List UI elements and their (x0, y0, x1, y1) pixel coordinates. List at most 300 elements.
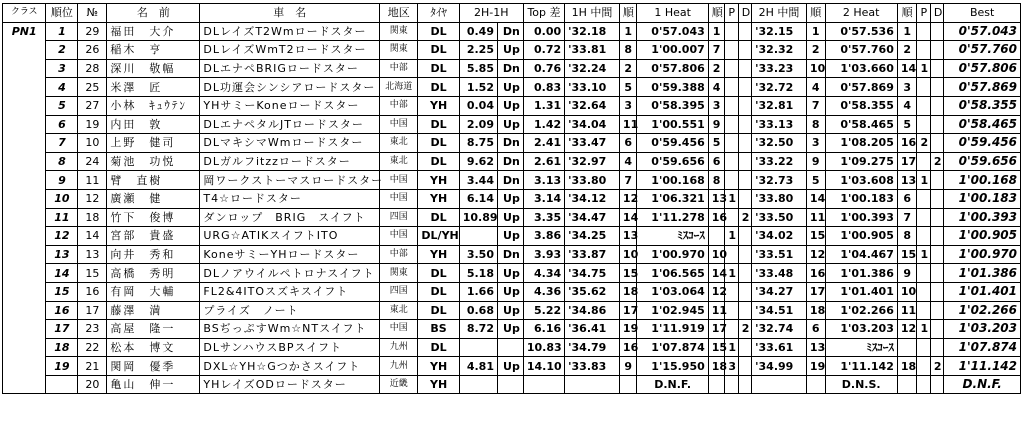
table-row (3, 357, 1021, 376)
diff-direction-cell: Up (497, 357, 523, 376)
h1-time-cell: 1'00.007 (637, 41, 708, 60)
h1-mid-rank-cell: 6 (619, 134, 637, 153)
h2-d-cell (930, 282, 943, 301)
h1-mid-rank-cell: 1 (619, 22, 637, 41)
h2-time-cell: 1'11.142 (825, 357, 897, 376)
driver-name-cell: 臂 直樹 (107, 171, 200, 190)
h2-mid-cell: '34.02 (752, 227, 807, 246)
number-cell: 11 (78, 171, 107, 190)
h1-penalty-cell (725, 375, 738, 394)
region-cell: 関東 (380, 264, 418, 283)
table-row (3, 375, 1021, 394)
diff-value-cell: 0.49 (459, 22, 497, 41)
h2-mid-rank-cell: 1 (806, 22, 825, 41)
h1-rank-cell: 15 (708, 338, 725, 357)
h2-rank-cell: 10 (897, 282, 917, 301)
number-cell: 12 (78, 189, 107, 208)
h1-penalty-cell (725, 59, 738, 78)
region-cell: 九州 (380, 338, 418, 357)
number-cell: 24 (78, 152, 107, 171)
h2-mid-cell: '34.27 (752, 282, 807, 301)
h2-d-cell (930, 115, 943, 134)
car-name-cell: 岡ワークストーマスロードスター (200, 171, 380, 190)
h2-time-cell: 0'58.355 (825, 96, 897, 115)
h1-d-cell (738, 78, 751, 97)
table-row (3, 301, 1021, 320)
tire-cell: BS (418, 320, 459, 339)
tire-cell: YH (418, 245, 459, 264)
diff-direction-cell: Dn (497, 134, 523, 153)
h1-mid-cell: '34.75 (565, 264, 620, 283)
table-row (3, 115, 1021, 134)
driver-name-cell: 廣瀬 健 (107, 189, 200, 208)
h2-penalty-cell: 1 (917, 320, 930, 339)
h2-time-cell: 1'08.205 (825, 134, 897, 153)
h2-mid-cell: '33.61 (752, 338, 807, 357)
header-name: 名 前 (107, 4, 200, 23)
h1-d-cell (738, 189, 751, 208)
driver-name-cell: 稲木 亨 (107, 41, 200, 60)
top-diff-cell: 6.16 (523, 320, 564, 339)
driver-name-cell: 内田 敦 (107, 115, 200, 134)
diff-direction-cell: Up (497, 78, 523, 97)
region-cell: 四国 (380, 208, 418, 227)
h1-time-cell: 1'06.321 (637, 189, 708, 208)
h1-mid-cell: '33.87 (565, 245, 620, 264)
h2-mid-cell: '33.22 (752, 152, 807, 171)
h2-mid-rank-cell: 13 (806, 338, 825, 357)
diff-value-cell: 8.72 (459, 320, 497, 339)
diff-value-cell: 5.18 (459, 264, 497, 283)
h1-mid-cell: '35.62 (565, 282, 620, 301)
number-cell: 19 (78, 115, 107, 134)
header-h2-mid-rank: 順 (806, 4, 825, 23)
h1-mid-rank-cell: 12 (619, 189, 637, 208)
best-time-cell: 0'57.806 (944, 59, 1021, 78)
header-h2-d: D (930, 4, 943, 23)
h2-penalty-cell (917, 357, 930, 376)
car-name-cell: DLガルフitzzロードスター (200, 152, 380, 171)
position-cell: 6 (46, 115, 78, 134)
h1-time-cell: ﾐｽｺｰｽ (637, 227, 708, 246)
position-cell: 13 (46, 245, 78, 264)
h1-time-cell: D.N.F. (637, 375, 708, 394)
region-cell: 中国 (380, 115, 418, 134)
header-h1-p: P (725, 4, 738, 23)
position-cell: 15 (46, 282, 78, 301)
region-cell: 中国 (380, 189, 418, 208)
h2-d-cell (930, 96, 943, 115)
h2-rank-cell: 1 (897, 22, 917, 41)
header-row (3, 4, 1021, 23)
diff-value-cell: 1.52 (459, 78, 497, 97)
h2-d-cell (930, 208, 943, 227)
h1-mid-cell: '33.83 (565, 357, 620, 376)
top-diff-cell: 3.14 (523, 189, 564, 208)
driver-name-cell: 松本 博文 (107, 338, 200, 357)
h2-mid-cell: '34.51 (752, 301, 807, 320)
number-cell: 15 (78, 264, 107, 283)
number-cell: 21 (78, 357, 107, 376)
h2-mid-rank-cell: 16 (806, 264, 825, 283)
tire-cell: YH (418, 375, 459, 394)
h2-penalty-cell (917, 375, 930, 394)
h1-time-cell: 1'02.945 (637, 301, 708, 320)
h1-time-cell: 1'00.970 (637, 245, 708, 264)
table-row (3, 134, 1021, 153)
diff-direction-cell: Up (497, 96, 523, 115)
tire-cell: DL (418, 134, 459, 153)
top-diff-cell: 4.36 (523, 282, 564, 301)
h1-mid-rank-cell: 16 (619, 338, 637, 357)
driver-name-cell: 高屋 隆一 (107, 320, 200, 339)
h1-mid-cell: '34.04 (565, 115, 620, 134)
header-h1-mid: 1H 中間 (565, 4, 620, 23)
h1-penalty-cell (725, 78, 738, 97)
car-name-cell: DL功運会シンシアロードスター (200, 78, 380, 97)
h2-d-cell: 2 (930, 152, 943, 171)
best-time-cell: 1'02.266 (944, 301, 1021, 320)
h2-mid-rank-cell: 7 (806, 96, 825, 115)
h2-mid-rank-cell: 8 (806, 115, 825, 134)
h1-d-cell (738, 171, 751, 190)
diff-direction-cell: Up (497, 301, 523, 320)
h2-penalty-cell (917, 41, 930, 60)
top-diff-cell: 2.41 (523, 134, 564, 153)
h1-mid-rank-cell: 13 (619, 227, 637, 246)
tire-cell: DL (418, 59, 459, 78)
header-position: 順位 (46, 4, 78, 23)
h2-time-cell: 1'03.203 (825, 320, 897, 339)
number-cell: 26 (78, 41, 107, 60)
best-time-cell: 0'57.760 (944, 41, 1021, 60)
position-cell: 18 (46, 338, 78, 357)
diff-direction-cell: Dn (497, 245, 523, 264)
h2-rank-cell: 5 (897, 115, 917, 134)
diff-direction-cell: Dn (497, 152, 523, 171)
car-name-cell: DLノアウイルペトロナスイフト (200, 264, 380, 283)
h2-mid-rank-cell: 5 (806, 171, 825, 190)
h1-d-cell (738, 152, 751, 171)
h2-mid-cell: '32.72 (752, 78, 807, 97)
h2-time-cell: 1'03.660 (825, 59, 897, 78)
diff-direction-cell: Up (497, 227, 523, 246)
h2-mid-cell: '32.81 (752, 96, 807, 115)
h2-rank-cell (897, 338, 917, 357)
table-row (3, 208, 1021, 227)
h1-penalty-cell (725, 96, 738, 115)
top-diff-cell: 0.76 (523, 59, 564, 78)
h2-mid-rank-cell: 9 (806, 152, 825, 171)
h1-rank-cell: 5 (708, 134, 725, 153)
best-time-cell: 1'00.970 (944, 245, 1021, 264)
h2-rank-cell: 8 (897, 227, 917, 246)
h1-time-cell: 0'57.043 (637, 22, 708, 41)
h2-rank-cell: 4 (897, 96, 917, 115)
h1-mid-cell: '34.47 (565, 208, 620, 227)
position-cell (46, 375, 78, 394)
driver-name-cell: 福田 大介 (107, 22, 200, 41)
h2-mid-cell: '34.99 (752, 357, 807, 376)
best-time-cell: 1'01.386 (944, 264, 1021, 283)
driver-name-cell: 藤澤 満 (107, 301, 200, 320)
number-cell: 20 (78, 375, 107, 394)
table-row (3, 96, 1021, 115)
h1-rank-cell (708, 227, 725, 246)
h2-d-cell (930, 134, 943, 153)
top-diff-cell: 0.83 (523, 78, 564, 97)
top-diff-cell: 1.42 (523, 115, 564, 134)
h1-time-cell: 1'00.551 (637, 115, 708, 134)
top-diff-cell (523, 375, 564, 394)
h1-mid-rank-cell: 9 (619, 357, 637, 376)
h2-penalty-cell (917, 338, 930, 357)
number-cell: 17 (78, 301, 107, 320)
table-row (3, 22, 1021, 41)
diff-value-cell: 9.62 (459, 152, 497, 171)
h2-time-cell: 1'00.183 (825, 189, 897, 208)
table-row (3, 227, 1021, 246)
diff-value-cell (459, 338, 497, 357)
h1-rank-cell: 11 (708, 301, 725, 320)
h2-rank-cell: 7 (897, 208, 917, 227)
tire-cell: DL/YH (418, 227, 459, 246)
top-diff-cell: 1.31 (523, 96, 564, 115)
table-row (3, 189, 1021, 208)
car-name-cell: DXL☆YH☆Gつかさスイフト (200, 357, 380, 376)
h1-mid-rank-cell: 11 (619, 115, 637, 134)
header-h1: 1 Heat (637, 4, 708, 23)
driver-name-cell: 有岡 大輔 (107, 282, 200, 301)
h2-time-cell: 1'00.393 (825, 208, 897, 227)
h2-time-cell: 0'57.536 (825, 22, 897, 41)
h1-penalty-cell (725, 115, 738, 134)
best-time-cell: 0'57.043 (944, 22, 1021, 41)
driver-name-cell: 上野 健司 (107, 134, 200, 153)
best-time-cell: 1'11.142 (944, 357, 1021, 376)
header-top-diff: Top 差 (523, 4, 564, 23)
region-cell: 四国 (380, 282, 418, 301)
table-row (3, 320, 1021, 339)
h2-mid-cell: '33.80 (752, 189, 807, 208)
number-cell: 28 (78, 59, 107, 78)
car-name-cell: DLサンハウスBPスイフト (200, 338, 380, 357)
h1-mid-rank-cell: 7 (619, 171, 637, 190)
h2-rank-cell: 18 (897, 357, 917, 376)
top-diff-cell: 3.86 (523, 227, 564, 246)
h2-d-cell (930, 338, 943, 357)
h2-mid-rank-cell: 3 (806, 134, 825, 153)
top-diff-cell: 14.10 (523, 357, 564, 376)
region-cell: 中部 (380, 245, 418, 264)
h2-d-cell (930, 78, 943, 97)
h2-penalty-cell (917, 227, 930, 246)
position-cell: 16 (46, 301, 78, 320)
table-row (3, 59, 1021, 78)
h2-mid-rank-cell: 2 (806, 41, 825, 60)
top-diff-cell: 3.93 (523, 245, 564, 264)
h1-mid-cell: '32.97 (565, 152, 620, 171)
diff-value-cell: 5.85 (459, 59, 497, 78)
number-cell: 25 (78, 78, 107, 97)
h1-rank-cell: 3 (708, 96, 725, 115)
region-cell: 中部 (380, 59, 418, 78)
h2-rank-cell: 13 (897, 171, 917, 190)
h2-rank-cell: 3 (897, 78, 917, 97)
h2-penalty-cell (917, 301, 930, 320)
h2-penalty-cell (917, 152, 930, 171)
number-cell: 23 (78, 320, 107, 339)
position-cell: 2 (46, 41, 78, 60)
region-cell: 東北 (380, 152, 418, 171)
tire-cell: DL (418, 152, 459, 171)
position-cell: 3 (46, 59, 78, 78)
top-diff-cell: 3.13 (523, 171, 564, 190)
tire-cell: YH (418, 189, 459, 208)
h2-mid-rank-cell: 10 (806, 59, 825, 78)
h1-mid-rank-cell: 5 (619, 78, 637, 97)
table-row (3, 338, 1021, 357)
h1-time-cell: 0'57.806 (637, 59, 708, 78)
h2-d-cell (930, 320, 943, 339)
tire-cell: DL (418, 78, 459, 97)
h2-rank-cell: 2 (897, 41, 917, 60)
h1-time-cell: 1'06.565 (637, 264, 708, 283)
diff-direction-cell: Up (497, 189, 523, 208)
h1-d-cell (738, 375, 751, 394)
results-table (2, 3, 1021, 394)
driver-name-cell: 宮部 貴盛 (107, 227, 200, 246)
h1-mid-cell: '34.86 (565, 301, 620, 320)
h1-rank-cell: 17 (708, 320, 725, 339)
region-cell: 近畿 (380, 375, 418, 394)
h2-penalty-cell (917, 264, 930, 283)
position-cell: 8 (46, 152, 78, 171)
top-diff-cell: 3.35 (523, 208, 564, 227)
h2-time-cell: 1'03.608 (825, 171, 897, 190)
best-time-cell: 1'00.393 (944, 208, 1021, 227)
diff-direction-cell: Up (497, 41, 523, 60)
h1-penalty-cell: 1 (725, 264, 738, 283)
header-class: クラス (3, 4, 46, 23)
h2-time-cell: 1'01.386 (825, 264, 897, 283)
car-name-cell: プライズ ノート (200, 301, 380, 320)
results-table-container (2, 3, 1021, 394)
h2-d-cell (930, 301, 943, 320)
h1-d-cell (738, 282, 751, 301)
position-cell: 14 (46, 264, 78, 283)
best-time-cell: 1'00.183 (944, 189, 1021, 208)
h1-d-cell (738, 245, 751, 264)
h2-d-cell (930, 245, 943, 264)
position-cell: 1 (46, 22, 78, 41)
h2-mid-rank-cell: 19 (806, 357, 825, 376)
h1-penalty-cell (725, 171, 738, 190)
number-cell: 16 (78, 282, 107, 301)
diff-value-cell (459, 375, 497, 394)
h2-penalty-cell: 1 (917, 59, 930, 78)
h1-mid-cell: '33.47 (565, 134, 620, 153)
h1-mid-rank-cell: 14 (619, 208, 637, 227)
h2-rank-cell: 11 (897, 301, 917, 320)
car-name-cell: ダンロップ BRIG スイフト (200, 208, 380, 227)
h1-d-cell (738, 264, 751, 283)
diff-value-cell: 10.89 (459, 208, 497, 227)
tire-cell: YH (418, 171, 459, 190)
h2-penalty-cell: 1 (917, 245, 930, 264)
best-time-cell: 0'59.456 (944, 134, 1021, 153)
car-name-cell: KoneサミーYHロードスター (200, 245, 380, 264)
h1-mid-rank-cell: 2 (619, 59, 637, 78)
h1-rank-cell: 13 (708, 189, 725, 208)
top-diff-cell: 2.61 (523, 152, 564, 171)
h2-rank-cell: 17 (897, 152, 917, 171)
header-h2-p: P (917, 4, 930, 23)
h1-d-cell (738, 227, 751, 246)
car-name-cell: DLエナペタルJTロードスター (200, 115, 380, 134)
position-cell: 12 (46, 227, 78, 246)
h2-mid-cell: '32.74 (752, 320, 807, 339)
h1-rank-cell (708, 375, 725, 394)
h1-d-cell (738, 301, 751, 320)
header-h2-mid: 2H 中間 (752, 4, 807, 23)
h2-mid-rank-cell: 6 (806, 320, 825, 339)
position-cell: 5 (46, 96, 78, 115)
h1-mid-rank-cell: 17 (619, 301, 637, 320)
h1-d-cell: 2 (738, 320, 751, 339)
h2-penalty-cell (917, 78, 930, 97)
h2-penalty-cell: 1 (917, 171, 930, 190)
region-cell: 東北 (380, 301, 418, 320)
header-h1-mid-rank: 順 (619, 4, 637, 23)
position-cell: 9 (46, 171, 78, 190)
driver-name-cell: 小林 ｷｭｳﾃﾝ (107, 96, 200, 115)
region-cell: 関東 (380, 22, 418, 41)
h1-d-cell (738, 134, 751, 153)
h2-d-cell: 2 (930, 357, 943, 376)
h1-mid-rank-cell: 19 (619, 320, 637, 339)
h2-mid-rank-cell: 15 (806, 227, 825, 246)
region-cell: 九州 (380, 357, 418, 376)
h1-penalty-cell: 1 (725, 189, 738, 208)
h2-penalty-cell (917, 96, 930, 115)
header-best: Best (944, 4, 1021, 23)
h2-time-cell: 1'02.266 (825, 301, 897, 320)
h1-time-cell: 0'59.656 (637, 152, 708, 171)
h2-mid-cell: '33.50 (752, 208, 807, 227)
best-time-cell: 1'01.401 (944, 282, 1021, 301)
tire-cell: DL (418, 282, 459, 301)
diff-value-cell: 4.81 (459, 357, 497, 376)
h2-time-cell: 0'58.465 (825, 115, 897, 134)
h2-mid-rank-cell: 12 (806, 245, 825, 264)
tire-cell: DL (418, 264, 459, 283)
table-row (3, 78, 1021, 97)
position-cell: 17 (46, 320, 78, 339)
driver-name-cell: 菊池 功悦 (107, 152, 200, 171)
diff-direction-cell: Dn (497, 59, 523, 78)
best-time-cell: D.N.F. (944, 375, 1021, 394)
header-car: 車 名 (200, 4, 380, 23)
tire-cell: DL (418, 301, 459, 320)
h2-d-cell (930, 41, 943, 60)
h1-rank-cell: 12 (708, 282, 725, 301)
h1-rank-cell: 1 (708, 22, 725, 41)
position-cell: 11 (46, 208, 78, 227)
top-diff-cell: 5.22 (523, 301, 564, 320)
header-h1-d: D (738, 4, 751, 23)
car-name-cell: DLレイズWmT2ロードスター (200, 41, 380, 60)
